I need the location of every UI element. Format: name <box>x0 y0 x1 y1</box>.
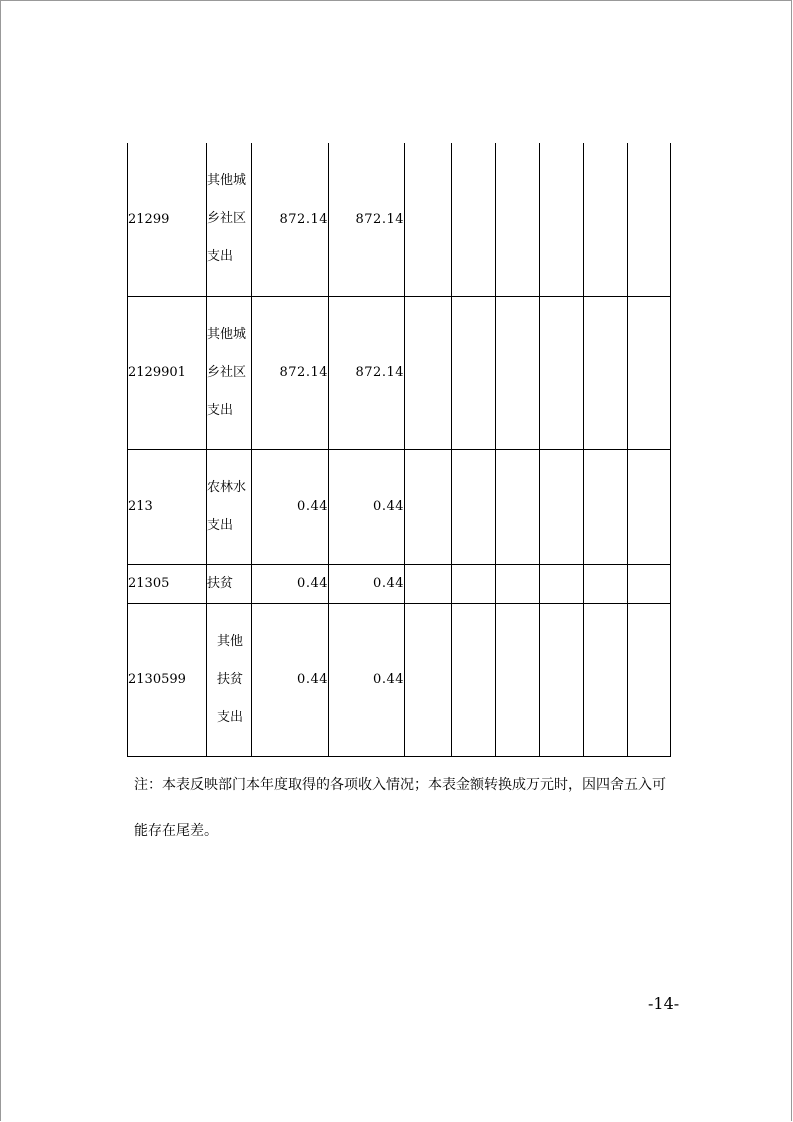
total-amount: 0.44 <box>252 564 329 603</box>
empty-cell <box>628 603 671 756</box>
empty-cell <box>496 603 540 756</box>
page-number: -14- <box>648 994 680 1013</box>
empty-cell <box>540 296 584 449</box>
empty-cell <box>584 449 628 564</box>
subject-code: 2130599 <box>128 603 207 756</box>
table-row <box>128 296 671 449</box>
empty-cell <box>584 296 628 449</box>
total-amount: 0.44 <box>252 449 329 564</box>
subject-name: 扶贫 <box>207 564 252 603</box>
empty-cell <box>452 564 496 603</box>
empty-cell <box>628 143 671 296</box>
empty-cell <box>540 143 584 296</box>
empty-cell <box>496 449 540 564</box>
empty-cell <box>405 143 452 296</box>
empty-cell <box>540 564 584 603</box>
empty-cell <box>405 564 452 603</box>
empty-cell <box>584 564 628 603</box>
total-amount: 872.14 <box>252 143 329 296</box>
subject-code: 21299 <box>128 143 207 296</box>
amount-col2: 872.14 <box>329 143 405 296</box>
amount-col2: 872.14 <box>329 296 405 449</box>
subject-name: 农林水支出 <box>207 449 252 564</box>
subject-name: 其他扶贫支出 <box>207 603 252 756</box>
table-row <box>128 564 671 603</box>
table-row <box>128 449 671 564</box>
empty-cell <box>405 449 452 564</box>
empty-cell <box>452 143 496 296</box>
total-amount: 0.44 <box>252 603 329 756</box>
empty-cell <box>496 143 540 296</box>
empty-cell <box>405 603 452 756</box>
empty-cell <box>540 449 584 564</box>
empty-cell <box>452 296 496 449</box>
empty-cell <box>584 603 628 756</box>
empty-cell <box>540 603 584 756</box>
empty-cell <box>628 564 671 603</box>
empty-cell <box>584 143 628 296</box>
table-note: 注：本表反映部门本年度取得的各项收入情况；本表金额转换成万元时，因四舍五入可能存在尾差。 <box>134 777 666 839</box>
subject-code: 2129901 <box>128 296 207 449</box>
amount-col2: 0.44 <box>329 449 405 564</box>
table-row <box>128 143 671 296</box>
empty-cell <box>628 296 671 449</box>
subject-name: 其他城乡社区支出 <box>207 143 252 296</box>
table-row <box>128 603 671 756</box>
empty-cell <box>496 564 540 603</box>
empty-cell <box>452 449 496 564</box>
amount-col2: 0.44 <box>329 564 405 603</box>
empty-cell <box>496 296 540 449</box>
subject-code: 213 <box>128 449 207 564</box>
empty-cell <box>405 296 452 449</box>
income-table <box>127 143 671 757</box>
subject-code: 21305 <box>128 564 207 603</box>
subject-name: 其他城乡社区支出 <box>207 296 252 449</box>
empty-cell <box>628 449 671 564</box>
amount-col2: 0.44 <box>329 603 405 756</box>
total-amount: 872.14 <box>252 296 329 449</box>
empty-cell <box>452 603 496 756</box>
